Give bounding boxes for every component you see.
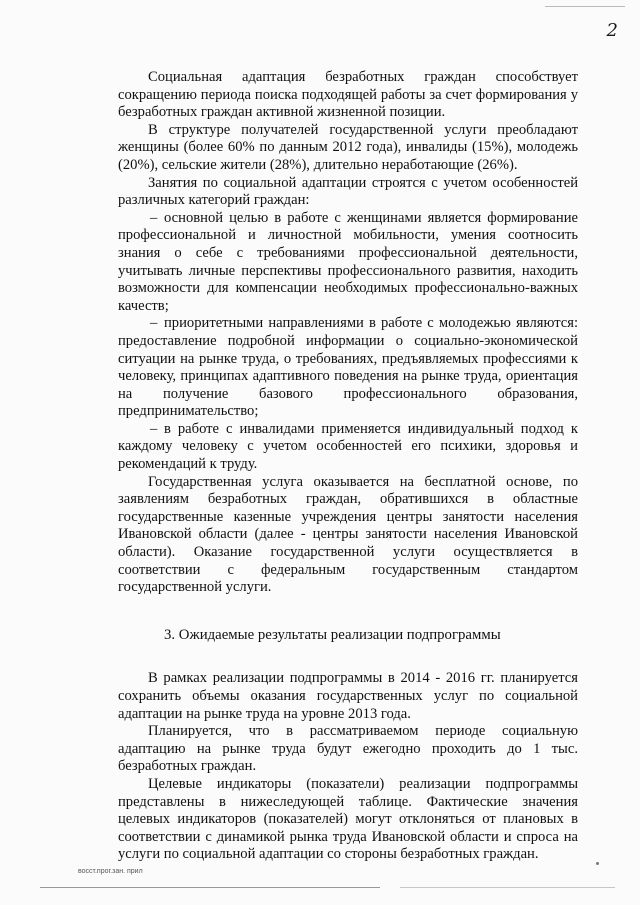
bullet-youth bbox=[118, 315, 578, 421]
bullet-text: основной целью в работе с женщинами является формирование профессиональной и личностной мобильности, умения соотносить знания о себе с требованиями профессиональной деятельности, учитывать личные перспективы профессионального развития, находить возможности для компенсации необходимых профессионально-важных качеств; bbox=[118, 209, 578, 314]
bullet-disabled bbox=[118, 421, 578, 474]
bullet-dash: – bbox=[150, 315, 158, 332]
paragraph-annual-target: Планируется, что в рассматриваемом периоде социальную адаптацию на рынке труда будут ежегодно проходить до 1 тыс. безработных граждан. bbox=[118, 723, 578, 775]
paragraph-categories-intro: Занятия по социальной адаптации строятся с учетом особенностей различных категорий граждан: bbox=[118, 174, 578, 209]
paragraph-target-indicators: Целевые индикаторы (показатели) реализации подпрограммы представлены в нижеследующей таблице. Фактические значения целевых индикаторов (показателей) могут отклоняться от плановых в соответствии с динамикой рынка труда Ивановской области и спроса на услуги по социальной адаптации со стороны безработных граждан. bbox=[118, 775, 578, 863]
bullet-women bbox=[118, 210, 578, 316]
page-number: 2 bbox=[606, 20, 618, 41]
scan-rule-top bbox=[545, 6, 625, 7]
scan-rule-bottom bbox=[40, 887, 380, 888]
paragraph-free-service: Государственная услуга оказывается на бесплатной основе, по заявлениям безработных граждан, обратившихся в областные государственные казенные учреждения центры занятости населения Ивановской области (далее - центры занятости населения Ивановской области). Оказание государственной услуги осуществляется в соответствии с федеральным государственным стандартом государственной услуги. bbox=[118, 473, 578, 596]
bullet-dash: – bbox=[150, 420, 158, 437]
paragraph-social-adaptation: Социальная адаптация безработных граждан способствует сокращению периода поиска подходящей работы за счет формирования у безработных граждан активной жизненной позиции. bbox=[118, 69, 578, 121]
document-body bbox=[118, 69, 578, 864]
bullet-text: приоритетными направлениями в работе с молодежью являются: предоставление подробной информации о социально-экономической ситуации на рынке труда, о требованиях, предъявляемых профессиями к человеку, принципах адаптивного поведения на рынке труда, ориентация на получение базового профессионального образования, предпринимательство; bbox=[118, 315, 578, 420]
scan-rule-bottom-right bbox=[400, 887, 615, 888]
paragraph-recipients-structure: В структуре получателей государственной услуги преобладают женщины (более 60% по данным 2012 года), инвалиды (15%), молодежь (20%), сельские жители (28%), длительно неработающие (26%). bbox=[118, 121, 578, 173]
bullet-text: в работе с инвалидами применяется индивидуальный подход к каждому человеку с учетом особенностей его психики, здоровья и рекомендаций к труду. bbox=[118, 420, 578, 473]
bullet-dash: – bbox=[150, 209, 158, 226]
paragraph-plan-2014-2016: В рамках реализации подпрограммы в 2014 - 2016 гг. планируется сохранить объемы оказания государственных услуг по социальной адаптации на рынке труда на уровне 2013 года. bbox=[118, 670, 578, 722]
scan-speck bbox=[596, 862, 599, 865]
footer-code: восст.прог.зан. прил bbox=[78, 868, 143, 875]
section-heading: 3. Ожидаемые результаты реализации подпрограммы bbox=[164, 626, 501, 643]
